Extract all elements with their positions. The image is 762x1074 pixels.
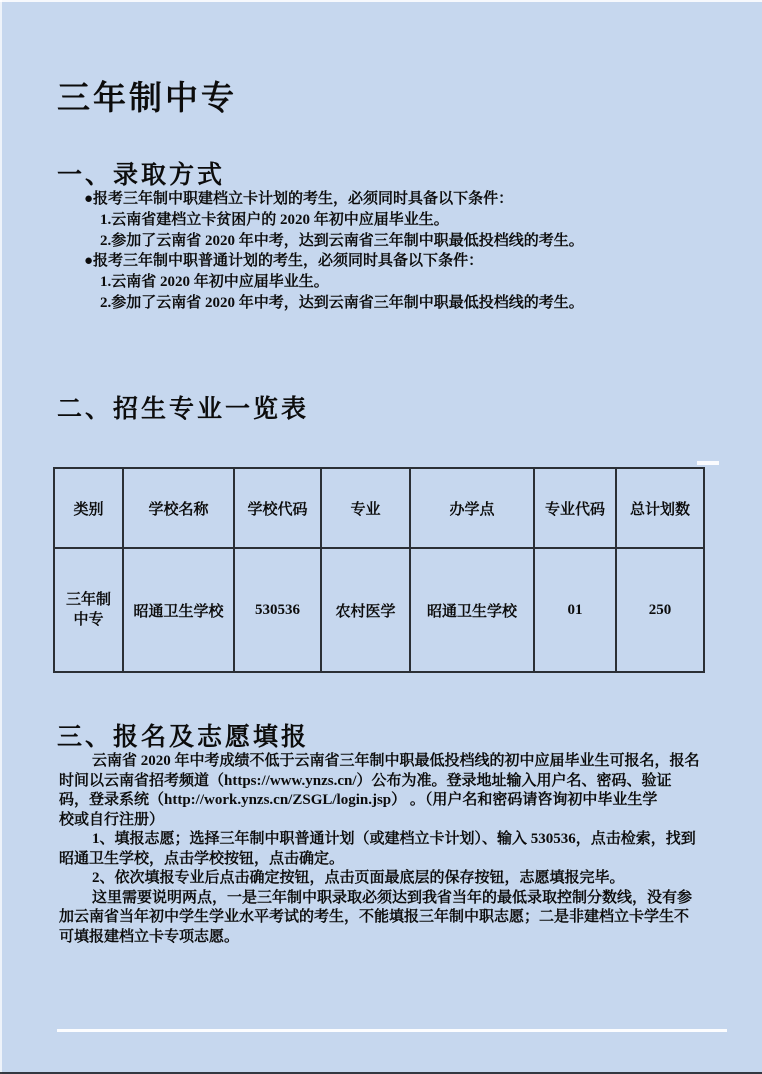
admission-rules-list	[84, 189, 584, 314]
cell-total-plan: 250	[616, 548, 704, 672]
application-line: 1、填报志愿；选择三年制中职普通计划（或建档立卡计划）、输入 530536，点击检索，找到	[92, 831, 696, 847]
application-line: 时间以云南省招考频道（https://www.ynzs.cn/）公布为准。登录地址输入用户名、密码、验证	[59, 772, 672, 789]
section-heading-admission: 一、录取方式	[57, 162, 226, 189]
application-paragraph	[59, 752, 700, 947]
cell-category-text: 三年制中专	[65, 592, 111, 628]
admission-rule-subline: 1.云南省建档立卡贫困户的 2020 年初中应届毕业生。	[100, 211, 449, 228]
page-title: 三年制中专	[57, 81, 237, 117]
table-header-row	[54, 468, 704, 548]
admission-rule-subline: 1.云南省 2020 年初中应届毕业生。	[100, 274, 329, 291]
cell-category	[54, 548, 123, 672]
admission-rule-line: ●报考三年制中职普通计划的考生，必须同时具备以下条件：	[84, 253, 484, 270]
application-line: 昭通卫生学校，点击学校按钮，点击确定。	[59, 850, 345, 867]
page-left-edge	[0, 0, 2, 1074]
page-top-edge	[0, 0, 762, 2]
table-header-school-name: 学校名称	[123, 468, 234, 548]
cell-major: 农村医学	[321, 548, 410, 672]
table-corner-artifact	[697, 461, 719, 465]
cell-major-code: 01	[534, 548, 616, 672]
table-header-school-code: 学校代码	[234, 468, 321, 548]
application-line: 这里需要说明两点，一是三年制中职录取必须达到我省当年的最低录取控制分数线，没有参	[92, 889, 693, 906]
application-line: 2、依次填报专业后点击确定按钮，点击页面最底层的保存按钮，志愿填报完毕。	[92, 870, 625, 886]
cell-campus: 昭通卫生学校	[410, 548, 534, 672]
section-heading-majors: 二、招生专业一览表	[57, 396, 310, 423]
footer-divider-line	[57, 1029, 727, 1032]
table-header-major: 专业	[321, 468, 410, 548]
table-row	[54, 548, 704, 672]
application-line: 云南省 2020 年中考成绩不低于云南省三年制中职最低投档线的初中应届毕业生可报名，报名	[92, 753, 700, 769]
application-line: 校或自行注册）	[59, 811, 165, 828]
admission-rule-subline: 2.参加了云南省 2020 年中考，达到云南省三年制中职最低投档线的考生。	[100, 232, 584, 249]
application-line: 加云南省当年初中学生学业水平考试的考生，不能填报三年制中职志愿；二是非建档立卡学生不	[59, 909, 690, 925]
admission-rule-line: ●报考三年制中职建档立卡计划的考生，必须同时具备以下条件：	[84, 191, 514, 207]
table-header-total-plan: 总计划数	[616, 468, 704, 548]
table-header-campus: 办学点	[410, 468, 534, 548]
application-line: 可填报建档立卡专项志愿。	[59, 928, 240, 945]
table-header-major-code: 专业代码	[534, 468, 616, 548]
section-heading-application: 三、报名及志愿填报	[57, 724, 310, 751]
majors-table	[53, 467, 705, 673]
admission-rule-subline: 2.参加了云南省 2020 年中考，达到云南省三年制中职最低投档线的考生。	[100, 294, 584, 311]
cell-school-code: 530536	[234, 548, 321, 672]
table-header-category: 类别	[54, 468, 123, 548]
cell-school-name: 昭通卫生学校	[123, 548, 234, 672]
application-line: 码，登录系统（http://work.ynzs.cn/ZSGL/login.jsp） 。（用户名和密码请咨询初中毕业生学	[59, 792, 658, 808]
